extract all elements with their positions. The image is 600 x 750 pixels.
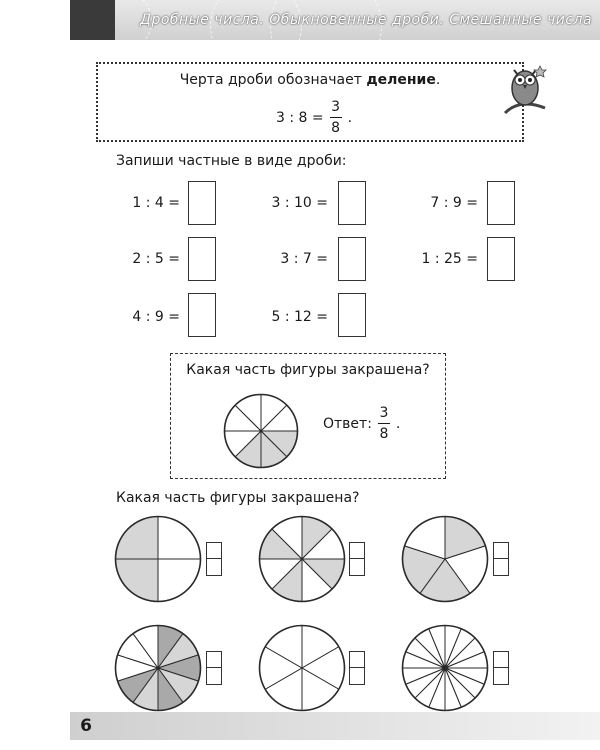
fraction-answer-box[interactable] xyxy=(206,542,222,576)
fraction-bar xyxy=(207,667,221,668)
rule-expression-end: . xyxy=(347,109,353,126)
sample-pie-circle xyxy=(223,393,299,469)
exercise-4-9: 4 : 9 = xyxy=(132,309,180,325)
pie-circle-quarters xyxy=(114,515,202,603)
exercise-5-12: 5 : 12 = xyxy=(271,309,328,325)
rule-expression xyxy=(276,98,352,137)
sample-answer xyxy=(323,404,400,443)
rule-text-bold: деление xyxy=(366,72,436,88)
fraction-bar xyxy=(494,558,508,559)
exercise-2-5: 2 : 5 = xyxy=(132,251,180,267)
task2-title: Какая часть фигуры закрашена? xyxy=(116,490,360,506)
answer-box-4-9[interactable] xyxy=(188,293,216,337)
exercise-1-4: 1 : 4 = xyxy=(132,195,180,211)
exercise-7-9: 7 : 9 = xyxy=(430,195,478,211)
page-number: 6 xyxy=(80,716,92,736)
pie-circle-sixteenths xyxy=(401,624,489,712)
rule-expression-left: 3 : 8 = xyxy=(276,109,324,126)
pie-circle-eighths xyxy=(258,515,346,603)
answer-box-7-9[interactable] xyxy=(487,181,515,225)
fraction-bar xyxy=(330,117,342,118)
sample-question: Какая часть фигуры закрашена? xyxy=(186,362,430,378)
task1-title: Запиши частные в виде дроби: xyxy=(116,153,347,169)
fraction-bar xyxy=(350,667,364,668)
fraction-answer-box[interactable] xyxy=(349,542,365,576)
answer-box-1-4[interactable] xyxy=(188,181,216,225)
fraction-numerator: 3 xyxy=(331,99,341,115)
fraction-answer-box[interactable] xyxy=(349,651,365,685)
exercise-3-7: 3 : 7 = xyxy=(280,251,328,267)
rule-box xyxy=(96,62,524,142)
answer-box-3-10[interactable] xyxy=(338,181,366,225)
answer-box-3-7[interactable] xyxy=(338,237,366,281)
answer-box-2-5[interactable] xyxy=(188,237,216,281)
fraction-bar xyxy=(378,423,390,424)
fraction-denominator: 8 xyxy=(379,426,389,442)
owl-icon xyxy=(500,58,550,118)
exercise-1-25: 1 : 25 = xyxy=(421,251,478,267)
exercise-3-10: 3 : 10 = xyxy=(271,195,328,211)
fraction-answer-box[interactable] xyxy=(206,651,222,685)
fraction-bar xyxy=(350,558,364,559)
answer-box-1-25[interactable] xyxy=(487,237,515,281)
pie-circle-sixths xyxy=(258,624,346,712)
fraction-bar xyxy=(494,667,508,668)
fraction-answer-box[interactable] xyxy=(493,651,509,685)
answer-label: Ответ: xyxy=(323,415,372,432)
sample-fraction xyxy=(378,404,390,443)
footer-band xyxy=(70,712,600,740)
rule-text-start: Черта дроби обозначает xyxy=(179,72,367,88)
pie-circle-fifths xyxy=(401,515,489,603)
fraction-bar xyxy=(207,558,221,559)
rule-text-end: . xyxy=(435,72,441,88)
rule-fraction xyxy=(330,98,342,137)
sample-box xyxy=(170,353,446,479)
fraction-answer-box[interactable] xyxy=(493,542,509,576)
header-dark-block xyxy=(70,0,115,40)
fraction-numerator: 3 xyxy=(379,405,389,421)
chapter-title: Дробные числа. Обыкновенные дроби. Смешанные числа xyxy=(140,12,593,28)
pie-center-dot xyxy=(443,666,448,671)
rule-text xyxy=(98,72,522,88)
fraction-denominator: 8 xyxy=(331,120,341,136)
page-margin xyxy=(0,0,70,750)
pie-circle-tenths xyxy=(114,624,202,712)
answer-end: . xyxy=(395,415,401,432)
answer-box-5-12[interactable] xyxy=(338,293,366,337)
